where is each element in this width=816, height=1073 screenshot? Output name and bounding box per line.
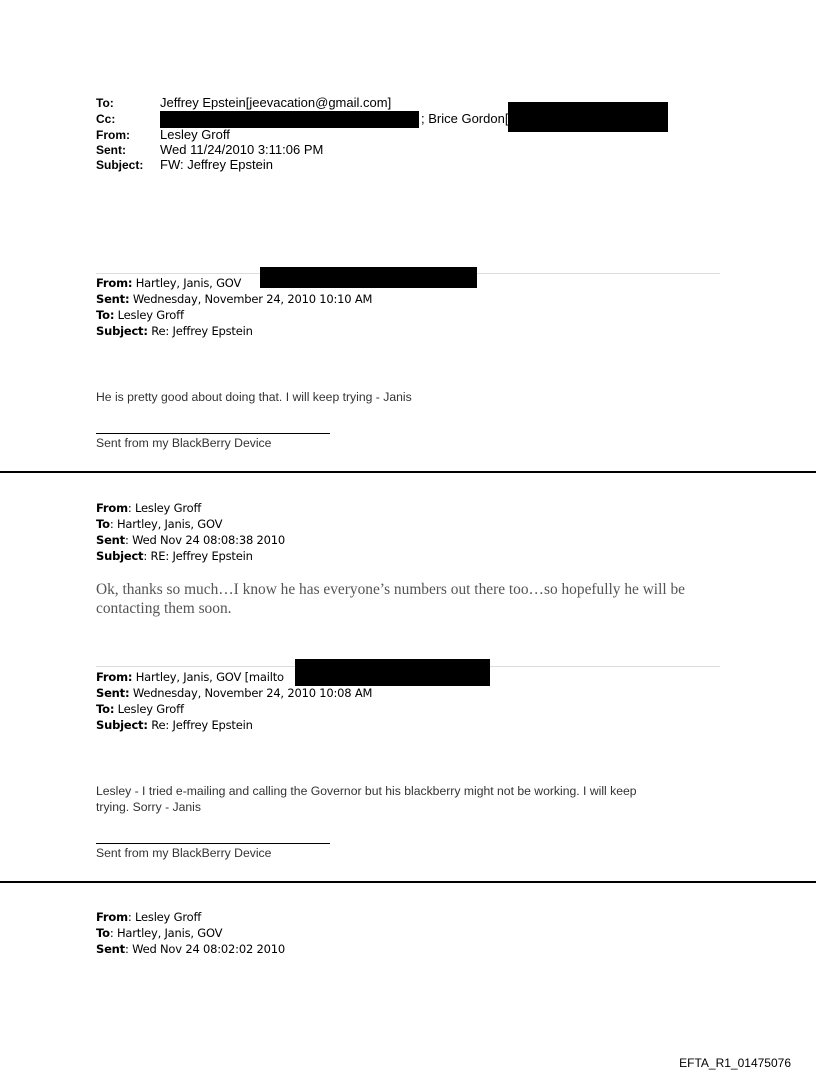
msg1-from xyxy=(96,275,241,291)
msg3-body-line1: Lesley - I tried e-mailing and calling the Governor but his blackberry might not be working. I will keep xyxy=(96,784,637,798)
msg3-to xyxy=(96,701,184,717)
msg4-sent xyxy=(96,941,285,957)
cc-label: Cc: xyxy=(96,112,116,126)
sent-label: Sent xyxy=(96,533,125,547)
msg2-sent xyxy=(96,532,285,548)
msg4-to xyxy=(96,925,222,941)
separator-line xyxy=(0,881,816,883)
msg2-body-line1: Ok, thanks so much…I know he has everyone’s numbers out there too…so hopefully he will be xyxy=(96,581,686,598)
document-id: EFTA_R1_01475076 xyxy=(679,1056,791,1070)
msg1-sent xyxy=(96,291,372,307)
msg3-subject xyxy=(96,717,253,733)
msg4-from xyxy=(96,909,201,925)
cc-value: ; Brice Gordon[ xyxy=(421,111,509,126)
from-value: Lesley Groff xyxy=(160,127,230,142)
from-value: Hartley, Janis, GOV xyxy=(132,276,242,290)
redaction-box xyxy=(295,659,490,686)
to-label: To: xyxy=(96,702,115,716)
msg1-signature: Sent from my BlackBerry Device xyxy=(96,436,272,450)
signature-line xyxy=(96,433,330,434)
msg1-body: He is pretty good about doing that. I will keep trying - Janis xyxy=(96,390,412,404)
to-label: To xyxy=(96,926,110,940)
sent-value: : Wed Nov 24 08:08:38 2010 xyxy=(124,533,285,547)
from-label: From: xyxy=(96,670,133,684)
redaction-box xyxy=(160,111,419,128)
sent-value: Wed 11/24/2010 3:11:06 PM xyxy=(160,142,324,157)
to-value: : Hartley, Janis, GOV xyxy=(109,517,223,531)
msg3-body-line2: trying. Sorry - Janis xyxy=(96,800,201,814)
sent-label: Sent: xyxy=(96,686,130,700)
msg2-subject xyxy=(96,548,253,564)
separator-line xyxy=(0,471,816,473)
sent-label: Sent: xyxy=(96,292,130,306)
msg2-from xyxy=(96,500,201,516)
subject-label: Subject: xyxy=(96,718,148,732)
from-label: From xyxy=(96,910,128,924)
sent-value: Wednesday, November 24, 2010 10:10 AM xyxy=(129,292,373,306)
msg2-to xyxy=(96,516,222,532)
subject-value: : RE: Jeffrey Epstein xyxy=(143,549,253,563)
to-value: Lesley Groff xyxy=(114,702,184,716)
msg3-signature: Sent from my BlackBerry Device xyxy=(96,846,272,860)
to-value: : Hartley, Janis, GOV xyxy=(109,926,223,940)
msg3-from xyxy=(96,669,284,685)
from-label: From: xyxy=(96,276,133,290)
sent-label: Sent: xyxy=(96,143,126,157)
to-label: To: xyxy=(96,96,114,110)
subject-label: Subject xyxy=(96,549,144,563)
to-label: To xyxy=(96,517,110,531)
subject-value: Re: Jeffrey Epstein xyxy=(147,718,253,732)
subject-value: Re: Jeffrey Epstein xyxy=(147,324,253,338)
sent-label: Sent xyxy=(96,942,125,956)
to-value: Jeffrey Epstein[jeevacation@gmail.com] xyxy=(160,95,392,110)
sent-value: : Wed Nov 24 08:02:02 2010 xyxy=(124,942,285,956)
to-label: To: xyxy=(96,308,115,322)
from-value: : Lesley Groff xyxy=(127,910,202,924)
msg3-sent xyxy=(96,685,372,701)
from-value: : Lesley Groff xyxy=(127,501,202,515)
msg1-subject xyxy=(96,323,253,339)
redaction-box xyxy=(508,102,668,132)
msg2-body-line2: contacting them soon. xyxy=(96,600,232,617)
subject-label: Subject: xyxy=(96,158,144,172)
msg1-to xyxy=(96,307,184,323)
sent-value: Wednesday, November 24, 2010 10:08 AM xyxy=(129,686,373,700)
from-label: From xyxy=(96,501,128,515)
to-value: Lesley Groff xyxy=(114,308,184,322)
subject-label: Subject: xyxy=(96,324,148,338)
from-value: Hartley, Janis, GOV [mailto xyxy=(132,670,284,684)
signature-line xyxy=(96,843,330,844)
redaction-box xyxy=(260,267,477,288)
from-label: From: xyxy=(96,128,130,142)
subject-value: FW: Jeffrey Epstein xyxy=(160,157,273,172)
